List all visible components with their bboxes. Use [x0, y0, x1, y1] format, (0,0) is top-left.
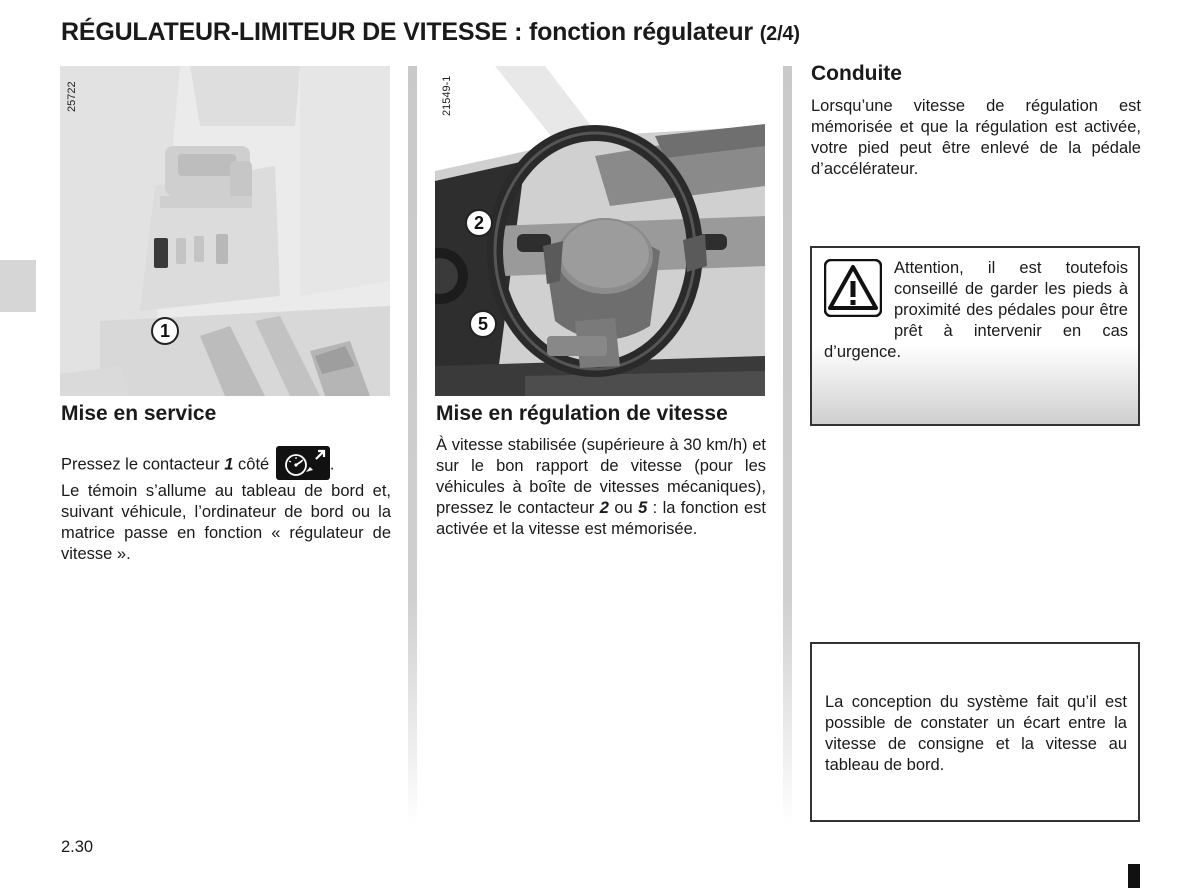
callout-1: 1	[151, 317, 179, 345]
page-number: 2.30	[61, 838, 94, 856]
regulation-text: : la fonction est activée et la vitesse est mémorisée.	[436, 499, 766, 538]
cruise-control-speedometer-icon	[276, 446, 330, 480]
dashboard-switch-photo	[60, 66, 390, 396]
figure-ref-code: 21549-1	[441, 75, 453, 116]
warning-text-block	[824, 258, 1128, 363]
warning-text: Attention, il est toutefois conseillé de garder les pieds à proximité des pédales pour être prêt à intervenir en cas d’urgence.	[824, 259, 1128, 361]
section-heading-conduite: Conduite	[811, 62, 902, 85]
column-separator	[408, 66, 417, 826]
note-text: La conception du système fait qu’il est possible de constater un écart entre la vitesse de consigne et la vitesse au tableau de bord.	[825, 693, 1127, 774]
column-separator	[783, 66, 792, 826]
regulation-text: À vitesse stabilisée (supérieure à 30 km/h) et sur le bon rapport de vitesse (pour les véhicules à boîte de vitesses mécaniques), pressez le contacteur	[436, 436, 766, 517]
instruction-text: .	[329, 455, 335, 474]
conduite-description: Lorsqu’une vitesse de régulation est mémorisée et que la régulation est activée, votre pied peut être enlevé de la pédale d’accélérateur.	[811, 97, 1141, 178]
callout-2: 2	[465, 209, 493, 237]
page-title-main: RÉGULATEUR-LIMITEUR DE VITESSE : fonction régulateur	[61, 18, 753, 46]
section-heading-mise-en-regulation: Mise en régulation de vitesse	[436, 402, 728, 425]
regulation-text: ou	[608, 499, 639, 517]
switch-number: 1	[224, 455, 234, 474]
figure-ref-code: 25722	[66, 81, 78, 112]
instruction-text: Pressez le contacteur	[61, 455, 225, 474]
mise-en-regulation-description	[436, 435, 766, 540]
instruction-text: côté	[233, 455, 270, 474]
section-heading-mise-en-service: Mise en service	[61, 402, 217, 425]
chapter-tab	[0, 260, 36, 312]
switch-number: 2	[599, 499, 609, 517]
page-edge-marker	[1128, 864, 1140, 888]
dashboard-switch-illustration	[60, 66, 390, 396]
page-title-suffix: (2/4)	[759, 23, 800, 45]
note-box	[810, 642, 1140, 822]
callout-5: 5	[469, 310, 497, 338]
warning-box	[810, 246, 1140, 426]
switch-number: 5	[638, 499, 648, 517]
mise-en-service-instruction	[61, 448, 391, 482]
mise-en-service-description: Le témoin s’allume au tableau de bord et, suivant véhicule, l’ordinateur de bord ou la matrice passe en fonction « régulateur de vitesse ».	[61, 482, 391, 563]
page-title	[61, 18, 800, 47]
